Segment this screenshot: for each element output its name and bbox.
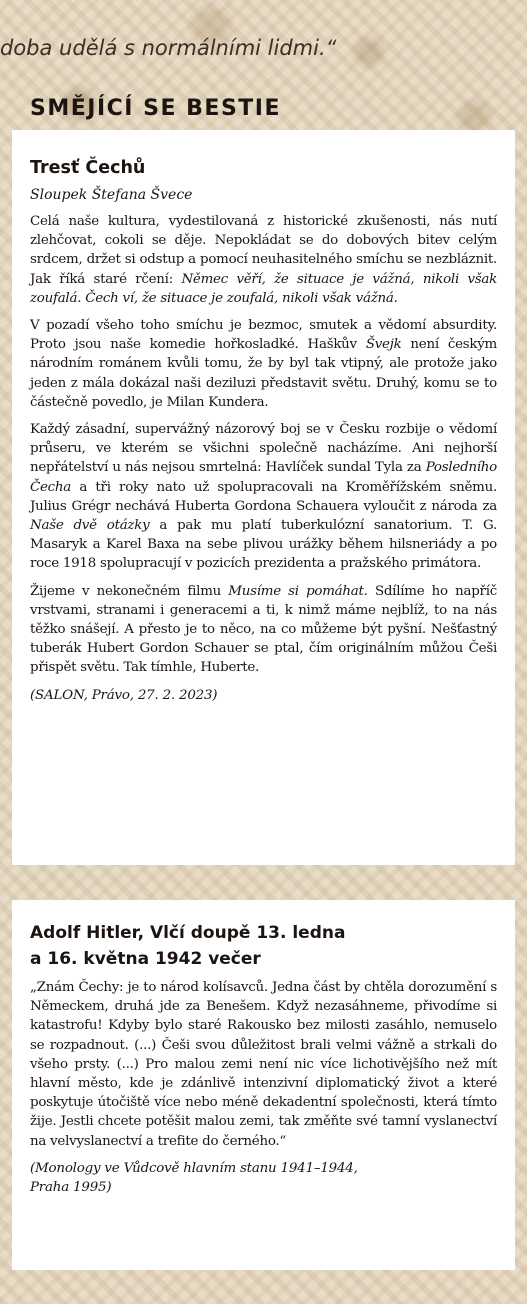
paragraph-text: Žijeme v nekonečném filmu [30,583,229,599]
article-1-title: Tresť Čechů [30,158,146,178]
article-1-paragraph-3 [30,420,497,574]
article-1-paragraph-1 [30,212,497,308]
article-1-source: (SALON, Právo, 27. 2. 2023) [30,687,218,703]
work-title: Posledního Čecha [30,460,497,495]
paragraph-text: není českým národním románem kvůli tomu, že by byl tak vtipný, ale protože jako jeden z mála dokázal naši deziluzi představit světu. Druhý, komu se to částečně povedlo, je Milan Kundera. [30,337,497,410]
paragraph-text: Sdílíme ho napříč vrstvami, stranami i generacemi a ti, k nimž máme nejblíž, to na nás těžko snášejí. A přesto je to něco, na co můžeme být pyšní. Nešťastný tuberák Hubert Gordon Schauer se ptal, čím originálním můžou Češi přispět světu. Tak tímhle, Huberte. [30,583,497,676]
paragraph-text: V pozadí všeho toho smíchu je bezmoc, smutek a vědomí absurdity. Proto jsou naše komedie hořkosladké. Haškův [30,318,497,353]
work-title: Naše dvě otázky [30,518,150,534]
pull-quote-fragment: doba udělá s normálními lidmi.“ [0,36,337,60]
paragraph-text: a tři roky nato už spolupracovali na Kroměřížském sněmu. Julius Grégr nechává Huberta Gordona Schauera vyloučit z národa za [30,479,497,514]
article-1-paragraph-2 [30,316,497,412]
article-1-paragraph-4 [30,582,497,678]
section-title: SMĚJÍCÍ SE BESTIE [30,96,282,121]
paragraph-text: Celá naše kultura, vydestilovaná z historické zkušenosti, nás nutí zlehčovat, cokoli se děje. Nepokládat se do dobových bitev celým srdcem, držet si odstup a pomocí neuhasitelného smíchu se nezbláznit. Jak říká staré rčení: [30,214,497,287]
article-1-byline: Sloupek Štefana Švece [30,187,193,203]
title-line: Adolf Hitler, Vlčí doupě 13. ledna [30,923,346,943]
article-2-quote: „Znám Čechy: je to národ kolísavců. Jedna část by chtěla dorozumění s Německem, druhá jde za Benešem. Když nezasáhneme, přivodíme si katastrofu! Kdyby bylo staré Rakousko bez milosti zasáhlo, nemuselo se rozpadnout. (...) Češi svou důležitost brali velmi vážně a strkali do všeho prsty. (...) Pro malou zemi není nic více lichotivějšího než mít hlavní město, kde je zdánlivě intenzivní diplomatický život a které poskytuje útočiště více nebo méně dekadentní společnosti, která tímto žije. Jestli chcete potěšit malou zemi, tak změňte své tamní vyslanectví na velvyslanectví a trefite do černého.“ [30,980,497,1149]
article-2-source [30,1159,497,1198]
source-line: (Monology ve Vůdcově hlavním stanu 1941–1944, [30,1160,358,1176]
work-title: Švejk [365,337,402,353]
article-2-title [30,900,497,972]
paragraph-text: Každý zásadní, supervážný názorový boj se v Česku rozbije o vědomí průseru, ve kterém se všichni společně nacházíme. Ani nejhorší nepřátelství u nás nejsou smrtelná: Havlíček sundal Tyla za [30,422,497,476]
paragraph-text: a pak mu platí tuberkulózní sanatorium. T. G. Masaryk a Karel Baxa na sebe plivou urážky během hilsneriády a po roce 1918 spolupracují v pozicích prezidenta a pražského primátora. [30,518,497,572]
work-title: Musíme si pomáhat. [228,583,368,599]
italic-saying: Němec věří, že situace je vážná, nikoli však zoufalá. Čech ví, že situace je zoufalá, nikoli však vážná. [30,271,497,306]
source-line: Praha 1995) [30,1180,112,1196]
title-line: a 16. května 1942 večer [30,949,261,969]
article-card-1 [12,130,515,865]
article-card-2 [12,900,515,1270]
